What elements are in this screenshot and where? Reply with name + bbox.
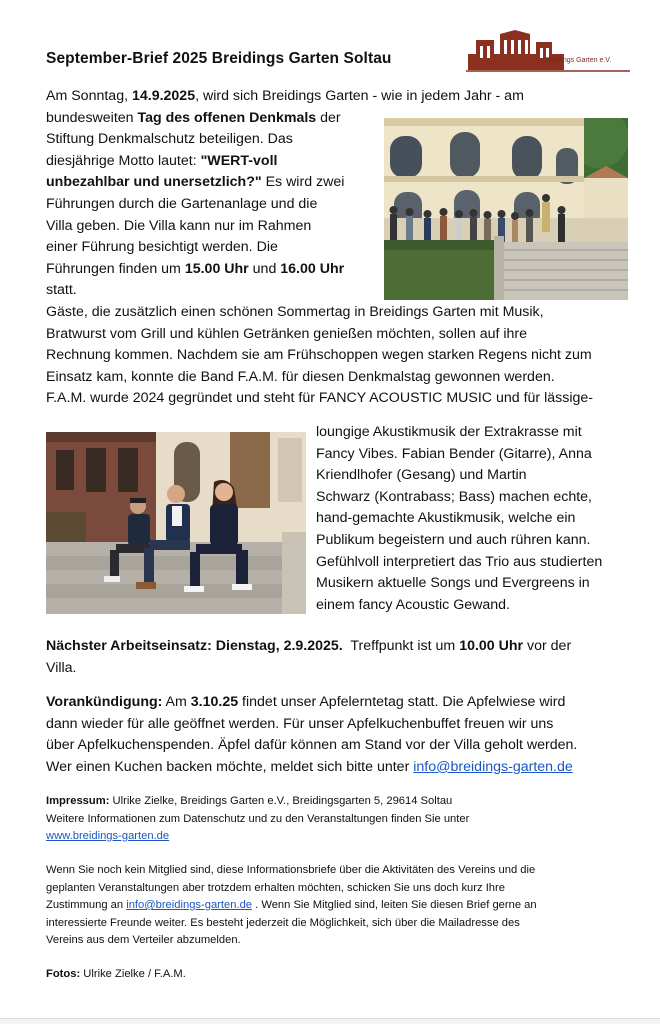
photo-credit: Fotos: Ulrike Zielke / F.A.M. xyxy=(46,968,186,980)
band-photo xyxy=(46,432,306,614)
band-paragraph: loungige Akustikmusik der Extrakrasse mit Fancy Vibes. Fabian Bender (Gitarre), Anna Kriendlhofer (Gesang) und Martin Schwarz (Kontrabass; Bass) machen echte, hand-gemachte Akustikmusik, welche ein Publikum begeistern und auch rühren kann. Gefühlvoll interpretiert das Trio aus studierten Musikern aktuelle Songs und Evergreens in einem fancy Acoustic Gewand. xyxy=(316,424,603,613)
membership-email-link[interactable]: info@breidings-garten.de xyxy=(126,899,253,911)
impressum-section: Impressum: Ulrike Zielke, Breidings Garten e.V., Breidingsgarten 5, 29614 Soltau Weitere Informationen zum Datenschutz und zu den Veranstaltungen finden Sie unter www.breidings-garten.de xyxy=(46,795,470,842)
preview-paragraph: Vorankündigung: Am 3.10.25 findet unser Apfelerntetag statt. Die Apfelwiese wird dann wieder für alle geöffnet werden. Für unser Apfelkuchenbuffet freuen wir uns über Apfelkuchenspenden. Äpfel dafür können am Stand vor der Villa geholt werden. Wer einen Kuchen backen möchte, meldet sich bitte unter info@breidings-garten.de xyxy=(46,694,578,775)
breidings-garten-logo xyxy=(466,30,630,72)
next-workday-paragraph: Nächster Arbeitseinsatz: Dienstag, 2.9.2025. Treffpunkt ist um 10.00 Uhr vor der Villa. xyxy=(46,638,572,676)
page-title: September-Brief 2025 Breidings Garten Soltau xyxy=(46,50,392,67)
membership-section: Wenn Sie noch kein Mitglied sind, diese Informationsbriefe über die Aktivitäten des Vereins und die geplanten Veranstaltungen aber trotzdem erhalten möchten, schicken Sie uns doch kurz Ihre Zustimmung an info@breidings-garten.de . Wenn Sie Mitglied sind, leiten Sie diesen Brief gerne an interessierte Freunde weiter. Es besteht jederzeit die Möglichkeit, sich über die Mailadresse des Vereins aus dem Verteiler abzumelden. xyxy=(46,864,537,946)
email-link[interactable]: info@breidings-garten.de xyxy=(413,758,573,775)
intro-paragraph: Am Sonntag, 14.9.2025, wird sich Breidings Garten - wie in jedem Jahr - am bundesweiten Tag des offenen Denkmals der Stiftung Denkmalschutz beteiligen. Das diesjährige Motto lautet: "WERT-voll unbezahlbar und unersetzlich?" Es wird zwei Führungen durch die Gartenanlage und die Villa geben. Die Villa kann nur im Rahmen einer Führung besichtigt werden. Die Führungen finden um 15.00 Uhr und 16.00 Uhr statt. Gäste, die zusätzlich einen schönen Sommertag in Breidings Garten mit Musik, Bratwurst vom Grill und kühlen Getränken genießen möchten, sollen auf ihre Rechnung kommen. Nachdem sie am Frühschoppen wegen starken Regens nicht zum Einsatz kam, konnte die Band F.A.M. für diesen Denkmalstag gewonnen werden. F.A.M. wurde 2024 gegründet und steht für FANCY ACOUSTIC MUSIC und für lässige- xyxy=(46,88,593,407)
logo-text: Breidings Garten e.V. xyxy=(545,57,612,64)
website-link[interactable]: www.breidings-garten.de xyxy=(46,830,170,842)
villa-photo xyxy=(384,118,628,300)
